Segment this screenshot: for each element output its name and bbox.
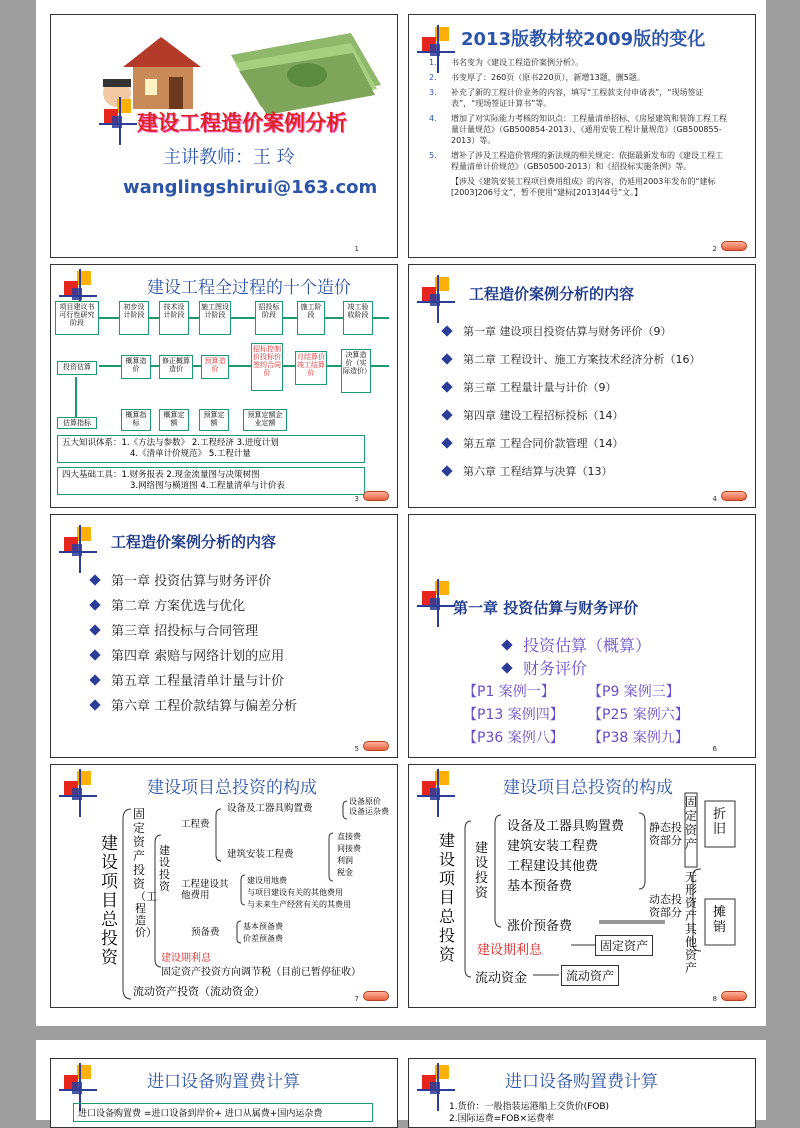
flow-label: 流动资产投资（流动资金） xyxy=(133,985,265,998)
slide-title: 进口设备购置费计算 xyxy=(147,1072,300,1092)
page-number: 7 xyxy=(354,995,359,1003)
title-decoration xyxy=(417,579,455,629)
bullet-icon xyxy=(441,381,452,392)
index-box: 预算定额企业定额 xyxy=(243,409,287,431)
fixed-assets-label: 固定资产 xyxy=(685,795,698,851)
slide-9[interactable] xyxy=(50,1058,398,1128)
root-label: 建设项目总投资 xyxy=(439,831,456,964)
list-item: 第二章 工程设计、施工方案技术经济分析（16） xyxy=(443,345,701,373)
title-decoration xyxy=(99,97,137,147)
formula-line: 2.国际运费=FOB×运费率 xyxy=(449,1114,555,1124)
install-sub: 直接费 间接费 利润 税金 xyxy=(337,832,361,877)
index-box: 估算指标 xyxy=(57,417,97,429)
slide-title: 工程造价案例分析的内容 xyxy=(469,285,635,303)
slide-title: 建设项目总投资的构成 xyxy=(147,778,317,798)
dynamic-label: 动态投资部分 xyxy=(649,893,682,919)
static-label: 静态投资部分 xyxy=(649,821,682,847)
topic-list xyxy=(503,633,651,679)
cost-box: 预算造价 xyxy=(201,355,229,379)
knowledge-box: 五大知识体系：1.《方法与参数》 2.工程经济 3.进度计划 4.《清单计价规范》 5.工程计量 xyxy=(57,435,365,463)
list-item: 1. 书名变为《建设工程造价案例分析》。 xyxy=(429,58,583,67)
nav-button[interactable] xyxy=(721,491,747,501)
bullet-icon xyxy=(89,599,100,610)
slide-title: 2013版教材较2009版的变化 xyxy=(461,29,706,50)
chapter-list xyxy=(443,317,701,485)
slide-title: 工程造价案例分析的内容 xyxy=(111,533,277,551)
nav-button[interactable] xyxy=(721,241,747,251)
build-invest-label: 建设投资 xyxy=(159,844,170,893)
index-box: 概算指标 xyxy=(121,409,151,431)
slide-title: 建设项目总投资的构成 xyxy=(503,778,673,798)
stage-box: 技术设计阶段 xyxy=(159,301,189,335)
item-label: 设备及工器具购置费 xyxy=(507,819,625,834)
formula-line: 1.货价：一般指装运港船上交货价(FOB) xyxy=(449,1102,610,1112)
cost-box: 修正概算造价 xyxy=(159,355,193,379)
case-link[interactable]: 【P9 案例三】 xyxy=(588,684,680,700)
bullet-icon xyxy=(441,325,452,336)
list-item: 第一章 投资估算与财务评价 xyxy=(91,567,297,592)
change-list xyxy=(429,57,729,198)
equip-sub: 设备原价 设备运杂费 xyxy=(349,797,389,816)
index-box: 预算定额 xyxy=(199,409,229,431)
list-item: 第四章 建设工程招标投标（14） xyxy=(443,401,701,429)
nav-button[interactable] xyxy=(363,741,389,751)
list-item: 3. 补充了新的工程计价业务的内容，填写“工程款支付申请表”，“现场签证表”，“现场签证计算书”等。 xyxy=(429,88,704,108)
install-label: 建筑安装工程费 xyxy=(227,849,294,860)
list-item: 5. 增补了涉及工程造价管理的新法规的相关规定：依据最新发布的《建设工程工程量清单计价规范》（GB50500-2013）和《招投标实施条例》等。 xyxy=(429,151,723,171)
tax-label: 固定资产投资方向调节税（目前已暂停征收） xyxy=(161,967,361,978)
page-number: 3 xyxy=(354,495,359,503)
bullet-icon xyxy=(441,437,452,448)
slide-title: 建设工程全过程的十个造价 xyxy=(147,278,351,298)
page-sheet-2 xyxy=(36,1040,766,1124)
other-label: 工程建设其他费用 xyxy=(181,879,229,901)
case-link[interactable]: 【P36 案例八】 xyxy=(463,730,564,746)
email-address: wanglingshirui@163.com xyxy=(123,177,378,198)
cost-box: 决算造价（实际造价） xyxy=(341,349,371,393)
list-item: 第三章 招投标与合同管理 xyxy=(91,617,297,642)
cost-box: 概算造价 xyxy=(121,355,151,379)
page-number: 5 xyxy=(354,745,359,753)
nav-button[interactable] xyxy=(363,491,389,501)
list-item: 财务评价 xyxy=(503,656,651,679)
teacher-name: 主讲教师：王 玲 xyxy=(163,147,295,168)
fixed-invest-label: 固定资产投资 xyxy=(133,807,146,891)
slide-7[interactable] xyxy=(50,764,398,1008)
fixed-box: 固定资产 xyxy=(595,935,653,956)
money-stack-icon xyxy=(231,33,381,115)
stage-box: 施工阶段 xyxy=(297,301,325,335)
list-item: 第六章 工程价款结算与偏差分析 xyxy=(91,692,297,717)
slide-title: 第一章 投资估算与财务评价 xyxy=(453,599,639,617)
equip-label: 设备及工器具购置费 xyxy=(227,803,313,814)
index-box: 概算定额 xyxy=(159,409,189,431)
page-number: 2 xyxy=(712,245,717,253)
page-number: 6 xyxy=(712,745,717,753)
tanxiao-label: 摊销 xyxy=(713,905,727,935)
formula-box: 进口设备购置费 =进口设备到岸价+ 进口从属费+国内运杂费 xyxy=(73,1103,373,1122)
intangible-label: 无形资产 其他资产 xyxy=(685,870,698,975)
slide-5[interactable] xyxy=(50,514,398,758)
stage-box: 招投标阶段 xyxy=(255,301,283,335)
list-item: 投资估算（概算） xyxy=(503,633,651,656)
page-number: 4 xyxy=(712,495,717,503)
slide-6[interactable] xyxy=(408,514,756,758)
stage-box: 项目建议书可行性研究阶段 xyxy=(55,301,99,335)
list-item: 第二章 方案优选与优化 xyxy=(91,592,297,617)
list-item: 第五章 工程合同价款管理（14） xyxy=(443,429,701,457)
stage-box: 竣工验收阶段 xyxy=(343,301,373,335)
slide-10[interactable] xyxy=(408,1058,756,1128)
bullet-icon xyxy=(501,662,512,673)
case-grid xyxy=(463,681,713,747)
bullet-icon xyxy=(89,674,100,685)
list-item: 第三章 工程量计量与计价（9） xyxy=(443,373,701,401)
zhejiu-label: 折旧 xyxy=(713,807,727,837)
bullet-icon xyxy=(501,639,512,650)
page-sheet-1 xyxy=(36,0,766,1026)
flow-box: 流动资产 xyxy=(561,965,619,986)
other-sub: 建设用地费 与项目建设有关的其他费用 与未来生产经营有关的其费用 xyxy=(247,876,351,909)
slide-8[interactable] xyxy=(408,764,756,1008)
bullet-icon xyxy=(89,649,100,660)
nav-button[interactable] xyxy=(363,991,389,1001)
slide-title: 进口设备购置费计算 xyxy=(505,1072,658,1092)
root-label: 建设项目总投资 xyxy=(101,834,118,968)
slide-1[interactable] xyxy=(50,14,398,258)
price-reserve-label: 涨价预备费 xyxy=(507,919,573,934)
interest-label: 建设期利息 xyxy=(477,943,543,958)
reserve-label: 预备费 xyxy=(191,927,220,938)
bullet-icon xyxy=(89,574,100,585)
list-item: 4. 增加了对实际能力考核的知识点：工程量清单招标、《房屋建筑和装饰工程工程量计量规范》（GB500854-2013）、《通用安装工程计量规范》（GB500855-2013）等。 xyxy=(429,114,727,145)
case-link[interactable]: 【P1 案例一】 xyxy=(463,684,555,700)
chapter-list xyxy=(91,567,297,717)
cost-label: （工程造价） xyxy=(135,890,157,939)
stage-box: 施工图设计阶段 xyxy=(199,301,231,335)
case-link[interactable]: 【P38 案例九】 xyxy=(588,730,689,746)
bullet-icon xyxy=(89,624,100,635)
gcf-label: 工程费 xyxy=(181,819,210,830)
bullet-icon xyxy=(441,465,452,476)
nav-button[interactable] xyxy=(721,991,747,1001)
list-item: 第六章 工程结算与决算（13） xyxy=(443,457,701,485)
case-link[interactable]: 【P13 案例四】 xyxy=(463,707,564,723)
page-number: 1 xyxy=(354,245,359,253)
item-label: 工程建设其他费 xyxy=(507,859,599,874)
stage-box: 初步设计阶段 xyxy=(119,301,149,335)
build-invest-label: 建设投资 xyxy=(475,841,489,901)
cost-box: 投资估算 xyxy=(57,361,97,375)
reserve-sub: 基本预备费 价差预备费 xyxy=(243,922,283,943)
slide-2[interactable] xyxy=(408,14,756,258)
slide-4[interactable] xyxy=(408,264,756,508)
bullet-icon xyxy=(89,699,100,710)
cost-box: 招标控制价投标价签约合同价 xyxy=(251,343,283,391)
bullet-icon xyxy=(441,409,452,420)
list-item: 第四章 索赔与网络计划的应用 xyxy=(91,642,297,667)
interest-label: 建设期利息 xyxy=(161,953,211,964)
case-link[interactable]: 【P25 案例六】 xyxy=(588,707,689,723)
item-label: 基本预备费 xyxy=(507,879,573,894)
list-item: 第五章 工程量清单计量与计价 xyxy=(91,667,297,692)
slide-3[interactable] xyxy=(50,264,398,508)
note-text: 【涉及《建筑安装工程项目费用组成》的内容，仍延用2003年发布的“建标[2003]206号文”，暂不使用“建标[2013]44号”文。】 xyxy=(451,177,716,197)
item-label: 建筑安装工程费 xyxy=(507,839,599,854)
list-item: 第一章 建设项目投资估算与财务评价（9） xyxy=(443,317,701,345)
tools-box: 四大基础工具：1.财务报表 2.现金流量图与决策树图 3.网络图与横道图 4.工程量清单与计价表 xyxy=(57,467,365,495)
bullet-icon xyxy=(441,353,452,364)
slide-title: 建设工程造价案例分析 xyxy=(137,110,347,135)
flow-label: 流动资金 xyxy=(475,971,528,986)
list-item: 2. 书变厚了：260页（原书220页），新增13题，删5题。 xyxy=(429,73,645,82)
cost-box: 月结算价竣工结算价 xyxy=(295,351,327,385)
page-number: 8 xyxy=(712,995,717,1003)
